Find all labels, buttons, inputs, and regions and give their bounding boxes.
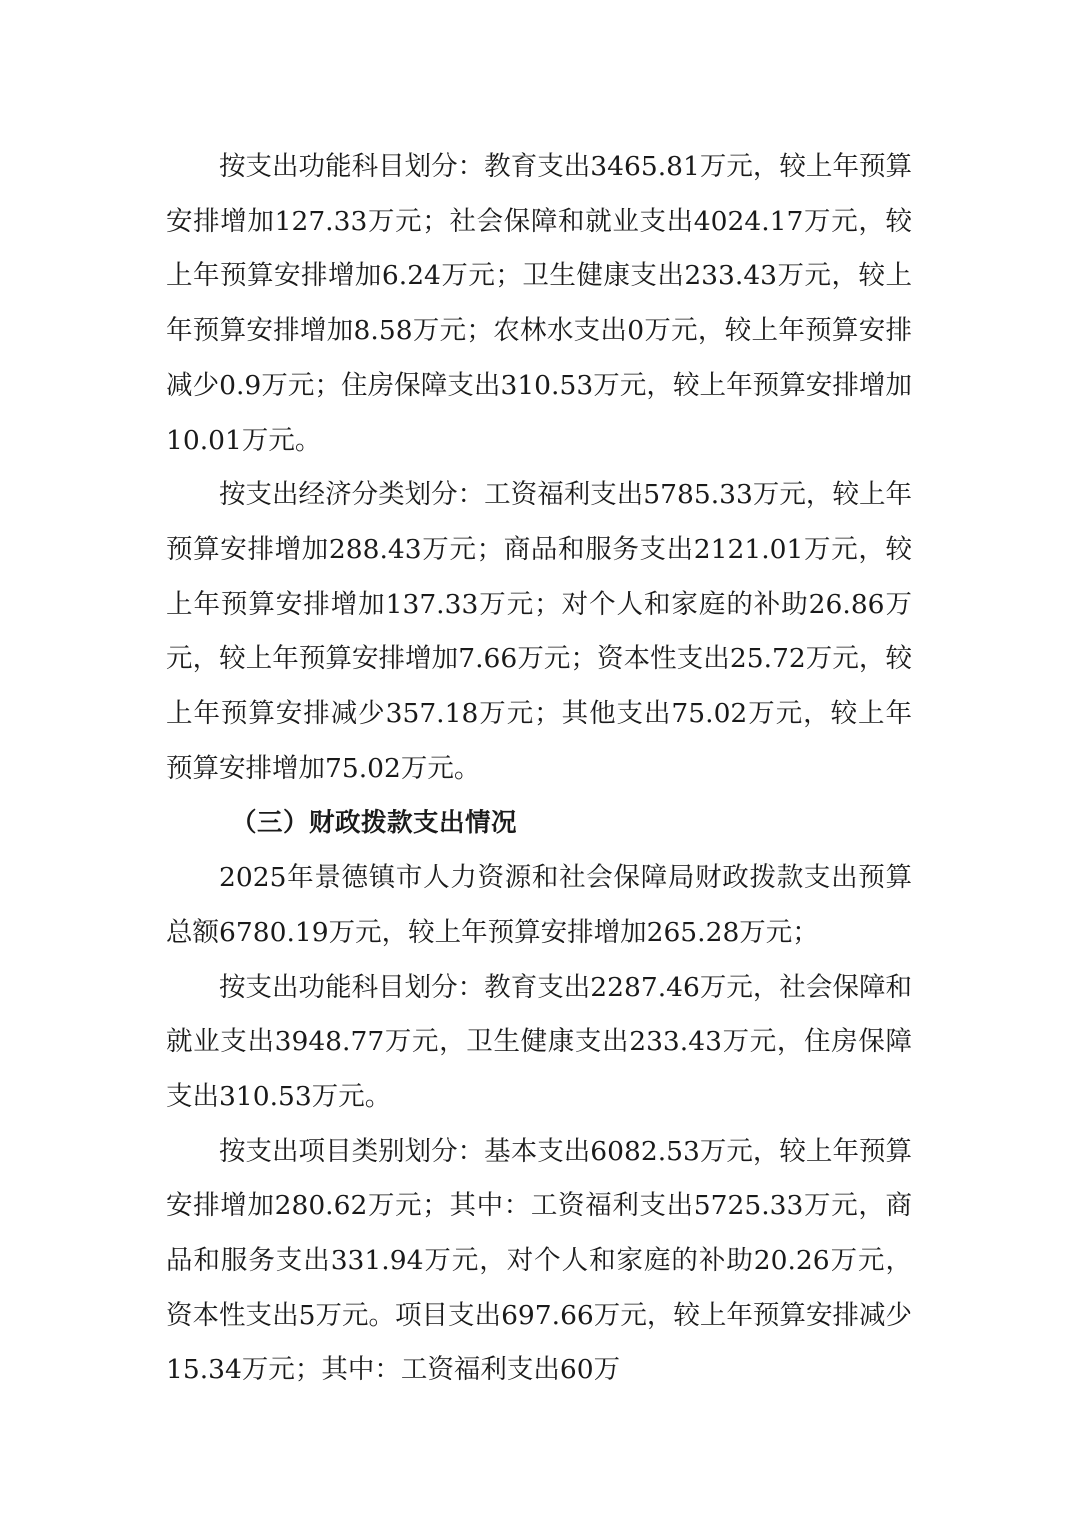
section-heading-fiscal-appropriation: （三）财政拨款支出情况 [231,808,518,839]
paragraph-economic-classification: 按支出经济分类划分：工资福利支出5785.33万元，较上年预算安排增加288.43万元；商品和服务支出2121.01万元，较上年预算安排增加137.33万元；对个人和家庭的补助26.86万元，较上年预算安排增加7.66万元；资本性支出25.72万元，较上年预算安排减少357.18万元；其他支出75.02万元，较上年预算安排增加75.02万元。 [166,479,912,784]
document-page [166,140,912,1398]
paragraph-appropriation-total: 2025年景德镇市人力资源和社会保障局财政拨款支出预算总额6780.19万元，较上年预算安排增加265.28万元； [166,862,912,948]
paragraph-project-category: 按支出项目类别划分：基本支出6082.53万元，较上年预算安排增加280.62万元；其中：工资福利支出5725.33万元，商品和服务支出331.94万元，对个人和家庭的补助20.26万元，资本性支出5万元。项目支出697.66万元，较上年预算安排减少15.34万元；其中：工资福利支出60万 [166,1135,912,1386]
paragraph-function-classification: 按支出功能科目划分：教育支出3465.81万元，较上年预算安排增加127.33万元；社会保障和就业支出4024.17万元，较上年预算安排增加6.24万元；卫生健康支出233.43万元，较上年预算安排增加8.58万元；农林水支出0万元，较上年预算安排减少0.9万元；住房保障支出310.53万元，较上年预算安排增加10.01万元。 [166,151,912,456]
paragraph-appropriation-function: 按支出功能科目划分：教育支出2287.46万元，社会保障和就业支出3948.77万元，卫生健康支出233.43万元，住房保障支出310.53万元。 [166,971,912,1112]
